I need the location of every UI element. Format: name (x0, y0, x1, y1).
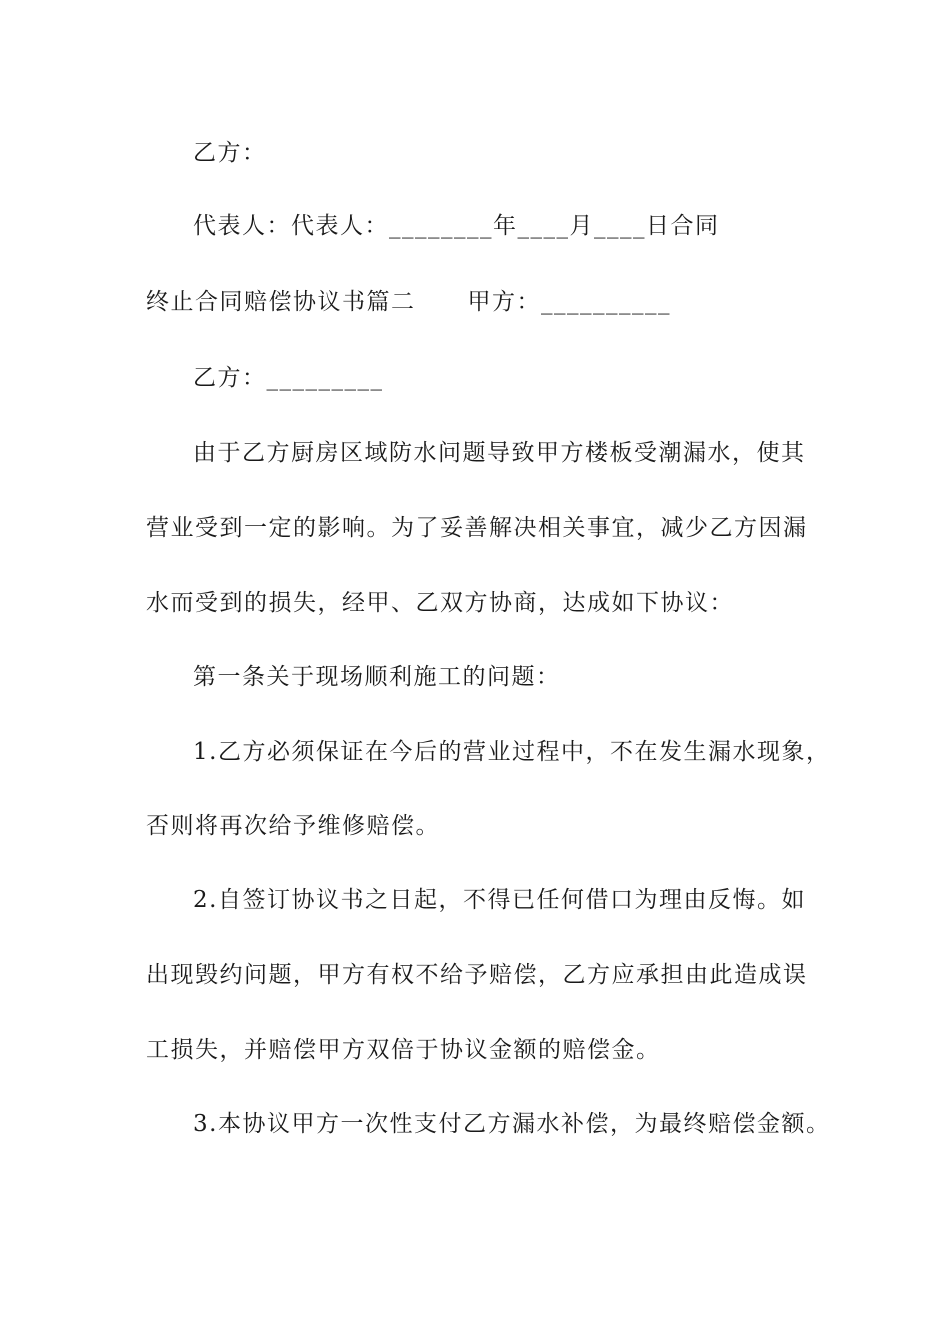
paragraph-line: 水而受到的损失，经甲、乙双方协商，达成如下协议： (146, 590, 734, 616)
representative-date-line: 代表人：代表人：________年____月____日合同 (193, 213, 720, 239)
article-heading: 第一条关于现场顺利施工的问题： (193, 664, 561, 690)
clause-line: 2.自签订协议书之日起，不得已任何借口为理由反悔。如 (193, 887, 806, 913)
party-b-line: 乙方： (193, 140, 267, 166)
clause-line: 否则将再次给予维修赔偿。 (146, 813, 440, 839)
party-b-field: 乙方：_________ (193, 365, 384, 391)
clause-line: 3.本协议甲方一次性支付乙方漏水补偿，为最终赔偿金额。 (193, 1111, 831, 1137)
section-title: 终止合同赔偿协议书篇二 (146, 289, 416, 315)
paragraph-line: 由于乙方厨房区域防水问题导致甲方楼板受潮漏水，使其 (193, 440, 806, 466)
clause-line: 出现毁约问题，甲方有权不给予赔偿，乙方应承担由此造成误 (146, 962, 808, 988)
clause-line: 1.乙方必须保证在今后的营业过程中，不在发生漏水现象， (193, 739, 831, 765)
section-heading-line (146, 287, 836, 317)
paragraph-line: 营业受到一定的影响。为了妥善解决相关事宜，减少乙方因漏 (146, 515, 808, 541)
party-a-field: 甲方：__________ (467, 289, 671, 315)
clause-line: 工损失，并赔偿甲方双倍于协议金额的赔偿金。 (146, 1037, 661, 1063)
